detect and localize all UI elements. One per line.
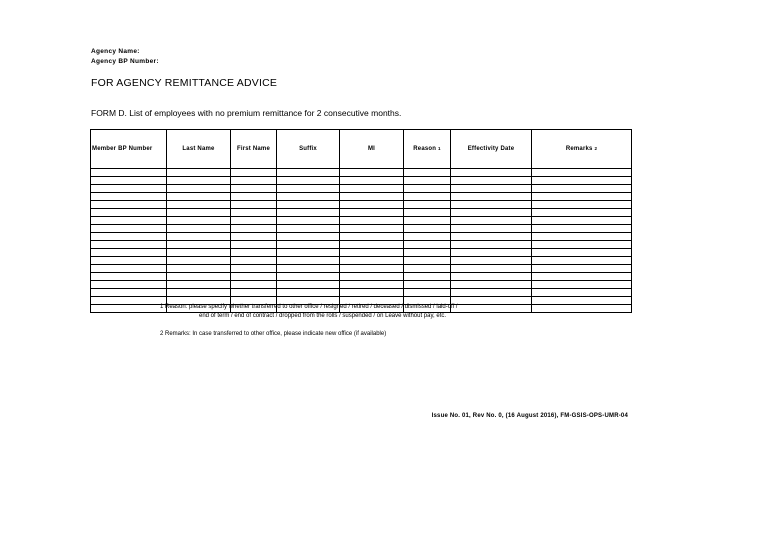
table-row (91, 289, 632, 297)
table-cell[interactable] (277, 281, 340, 289)
table-cell[interactable] (91, 169, 167, 177)
table-cell[interactable] (231, 185, 277, 193)
table-body (91, 169, 632, 313)
table-cell[interactable] (532, 305, 632, 313)
table-cell[interactable] (451, 249, 532, 257)
table-cell[interactable] (91, 305, 167, 313)
header-member-bp-number: Member BP Number (91, 130, 167, 169)
table-cell[interactable] (451, 265, 532, 273)
table-cell[interactable] (277, 193, 340, 201)
table-row (91, 209, 632, 217)
table-cell[interactable] (167, 185, 231, 193)
table-cell[interactable] (404, 185, 451, 193)
table-cell[interactable] (451, 193, 532, 201)
table-cell[interactable] (404, 209, 451, 217)
table-cell[interactable] (231, 217, 277, 225)
table-cell[interactable] (91, 241, 167, 249)
header-reason: Reason $^1$ (404, 130, 451, 169)
table-cell[interactable] (451, 305, 532, 313)
table-cell[interactable] (451, 273, 532, 281)
table-cell[interactable] (91, 249, 167, 257)
table-cell[interactable] (532, 265, 632, 273)
table-row (91, 281, 632, 289)
table-cell[interactable] (277, 185, 340, 193)
table-cell[interactable] (340, 249, 404, 257)
table-cell[interactable] (91, 193, 167, 201)
table-row (91, 177, 632, 185)
table-row (91, 185, 632, 193)
table-cell[interactable] (532, 169, 632, 177)
agency-bp-number-label: Agency BP Number: (91, 58, 159, 65)
table-cell[interactable] (404, 201, 451, 209)
table-cell[interactable] (340, 265, 404, 273)
table-cell[interactable] (167, 265, 231, 273)
table-cell[interactable] (277, 265, 340, 273)
table-cell[interactable] (277, 241, 340, 249)
table-cell[interactable] (404, 177, 451, 185)
table-cell[interactable] (451, 281, 532, 289)
table-cell[interactable] (167, 225, 231, 233)
table-cell[interactable] (167, 289, 231, 297)
agency-info (91, 47, 159, 67)
table-cell[interactable] (91, 297, 167, 305)
table-cell[interactable] (340, 193, 404, 201)
form-reference-footer: Issue No. 01, Rev No. 0, (16 August 2016), FM-GSIS-OPS-UMR-04 (431, 413, 628, 419)
table-cell[interactable] (340, 177, 404, 185)
table-cell[interactable] (451, 177, 532, 185)
reason-note-line1: 1 Reason: please specify whether transferred to other office / resigned / retired / deceased / dismissed / laid-off / (160, 304, 458, 310)
table-cell[interactable] (167, 273, 231, 281)
table-cell[interactable] (532, 289, 632, 297)
table-cell[interactable] (532, 241, 632, 249)
table-cell[interactable] (532, 177, 632, 185)
table-cell[interactable] (277, 201, 340, 209)
table-cell[interactable] (277, 273, 340, 281)
table-cell[interactable] (532, 201, 632, 209)
table-cell[interactable] (231, 177, 277, 185)
table-cell[interactable] (167, 201, 231, 209)
table-cell[interactable] (451, 201, 532, 209)
employee-table (90, 129, 632, 313)
table-cell[interactable] (532, 225, 632, 233)
table-cell[interactable] (91, 265, 167, 273)
table-cell[interactable] (167, 169, 231, 177)
table-cell[interactable] (340, 233, 404, 241)
header-remarks: Remarks $^2$ (532, 130, 632, 169)
table-row (91, 249, 632, 257)
table-cell[interactable] (404, 169, 451, 177)
table-cell[interactable] (404, 193, 451, 201)
table-cell[interactable] (91, 177, 167, 185)
table-cell[interactable] (277, 209, 340, 217)
table-cell[interactable] (404, 249, 451, 257)
table-cell[interactable] (167, 209, 231, 217)
table-cell[interactable] (277, 257, 340, 265)
table-cell[interactable] (532, 217, 632, 225)
table-row (91, 257, 632, 265)
table-row (91, 225, 632, 233)
table-cell[interactable] (167, 249, 231, 257)
table-cell[interactable] (231, 241, 277, 249)
document-title: FOR AGENCY REMITTANCE ADVICE (91, 77, 278, 89)
table-cell[interactable] (451, 217, 532, 225)
table-row (91, 273, 632, 281)
form-title: FORM D. List of employees with no premium remittance for 2 consecutive months. (91, 108, 402, 118)
header-suffix: Suffix (277, 130, 340, 169)
table-row (91, 217, 632, 225)
table-cell[interactable] (340, 289, 404, 297)
table-cell[interactable] (404, 257, 451, 265)
table-cell[interactable] (404, 217, 451, 225)
table-cell[interactable] (277, 249, 340, 257)
table-cell[interactable] (231, 233, 277, 241)
table-cell[interactable] (532, 185, 632, 193)
table-cell[interactable] (532, 257, 632, 265)
table-cell[interactable] (231, 257, 277, 265)
table-cell[interactable] (167, 257, 231, 265)
table-cell[interactable] (231, 225, 277, 233)
table-cell[interactable] (231, 289, 277, 297)
table-cell[interactable] (231, 209, 277, 217)
table-cell[interactable] (404, 225, 451, 233)
table-row (91, 201, 632, 209)
remarks-note: 2 Remarks: In case transferred to other office, please indicate new office (if available) (160, 331, 387, 337)
table-cell[interactable] (340, 169, 404, 177)
table-cell[interactable] (451, 241, 532, 249)
table-cell[interactable] (451, 185, 532, 193)
table-cell[interactable] (167, 281, 231, 289)
table-cell[interactable] (91, 233, 167, 241)
table-cell[interactable] (231, 169, 277, 177)
table-cell[interactable] (277, 169, 340, 177)
table-cell[interactable] (340, 257, 404, 265)
table-cell[interactable] (91, 185, 167, 193)
table-cell[interactable] (451, 289, 532, 297)
table-cell[interactable] (231, 273, 277, 281)
table-cell[interactable] (91, 281, 167, 289)
table-cell[interactable] (91, 257, 167, 265)
table-cell[interactable] (451, 225, 532, 233)
table-cell[interactable] (532, 249, 632, 257)
table-cell[interactable] (231, 201, 277, 209)
table-cell[interactable] (340, 241, 404, 249)
table-cell[interactable] (404, 273, 451, 281)
reason-note-line2: end of term / end of contract / dropped from the rolls / suspended / on Leave without pay, etc. (199, 313, 447, 319)
remarks-footnote-marker: 2 (594, 146, 598, 151)
table-cell[interactable] (167, 233, 231, 241)
table-cell[interactable] (340, 225, 404, 233)
table-cell[interactable] (532, 273, 632, 281)
table-cell[interactable] (91, 209, 167, 217)
table-cell[interactable] (277, 177, 340, 185)
table-cell[interactable] (532, 209, 632, 217)
table-header-row (91, 130, 632, 169)
header-effectivity-date: Effectivity Date (451, 130, 532, 169)
header-first-name: First Name (231, 130, 277, 169)
reason-footnote-marker: 1 (438, 146, 441, 151)
table-cell[interactable] (404, 241, 451, 249)
table-cell[interactable] (451, 233, 532, 241)
table-cell[interactable] (277, 233, 340, 241)
table-row (91, 169, 632, 177)
table-cell[interactable] (167, 217, 231, 225)
table-cell[interactable] (231, 265, 277, 273)
table-cell[interactable] (451, 169, 532, 177)
table-cell[interactable] (451, 297, 532, 305)
table-cell[interactable] (340, 281, 404, 289)
table-cell[interactable] (91, 289, 167, 297)
table-cell[interactable] (277, 225, 340, 233)
table-cell[interactable] (404, 281, 451, 289)
table-cell[interactable] (340, 201, 404, 209)
table-cell[interactable] (231, 193, 277, 201)
table-cell[interactable] (167, 193, 231, 201)
table-row (91, 233, 632, 241)
table-cell[interactable] (91, 273, 167, 281)
header-mi: MI (340, 130, 404, 169)
table-cell[interactable] (404, 289, 451, 297)
table-cell[interactable] (451, 209, 532, 217)
agency-name-label: Agency Name: (91, 48, 140, 55)
table-cell[interactable] (532, 193, 632, 201)
footnotes (160, 303, 458, 339)
table-cell[interactable] (231, 249, 277, 257)
table-cell[interactable] (532, 281, 632, 289)
table-cell[interactable] (340, 273, 404, 281)
table-cell[interactable] (404, 265, 451, 273)
table-cell[interactable] (532, 233, 632, 241)
header-last-name: Last Name (167, 130, 231, 169)
table-cell[interactable] (231, 281, 277, 289)
table-cell[interactable] (167, 241, 231, 249)
table-cell[interactable] (404, 233, 451, 241)
table-cell[interactable] (91, 225, 167, 233)
table-cell[interactable] (340, 209, 404, 217)
table-row (91, 241, 632, 249)
table-cell[interactable] (277, 217, 340, 225)
table-cell[interactable] (91, 201, 167, 209)
table-cell[interactable] (340, 185, 404, 193)
table-cell[interactable] (532, 297, 632, 305)
table-cell[interactable] (91, 217, 167, 225)
table-cell[interactable] (167, 177, 231, 185)
table-cell[interactable] (340, 217, 404, 225)
table-row (91, 193, 632, 201)
table-row (91, 265, 632, 273)
table-cell[interactable] (451, 257, 532, 265)
table-cell[interactable] (277, 289, 340, 297)
